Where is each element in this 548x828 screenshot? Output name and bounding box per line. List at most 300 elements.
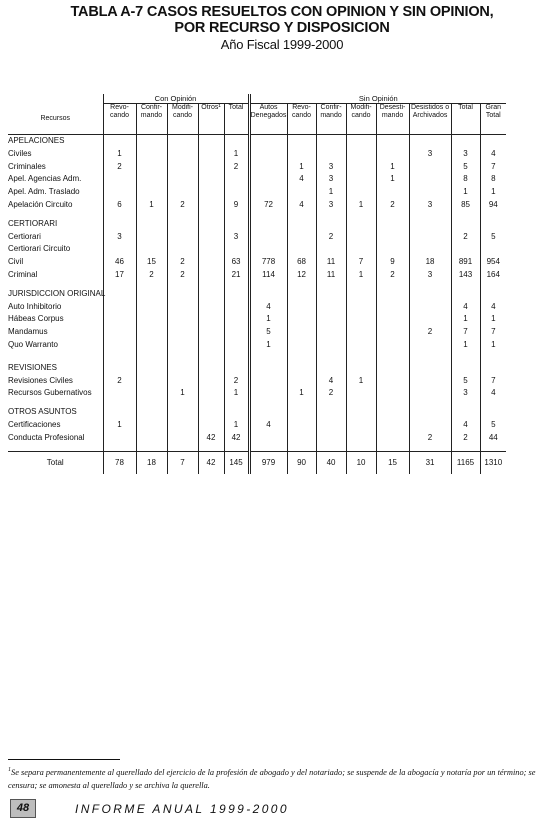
table-cell [346,352,376,362]
table-cell [136,387,167,400]
table-row [8,339,506,352]
table-cell: 2 [103,375,136,388]
table-cell [198,326,224,339]
table-cell [167,375,198,388]
table-cell [287,288,316,301]
table-cell: 42 [198,432,224,445]
table-cell [198,148,224,161]
table-cell [409,173,451,186]
table-cell [316,218,346,231]
section-row [8,218,506,231]
table-cell: 2 [376,269,409,282]
table-cell [103,243,136,256]
table-cell [316,362,346,375]
table-cell: 15 [136,256,167,269]
table-cell: 1 [224,419,249,432]
table-cell [316,288,346,301]
table-row [8,256,506,269]
table-cell [103,339,136,352]
table-cell [103,362,136,375]
table-cell: 40 [316,451,346,474]
table-cell [224,301,249,314]
table-cell [198,199,224,212]
table-cell: 979 [249,451,287,474]
table-cell [316,419,346,432]
table-cell: 1 [346,199,376,212]
table-cell [198,243,224,256]
table-cell [224,243,249,256]
table-cell [376,313,409,326]
table-body [8,135,506,474]
table-cell: 17 [103,269,136,282]
table-cell [167,326,198,339]
footnote-divider [8,759,120,760]
row-label: Certiorari [8,231,41,241]
table-cell: 1 [451,339,480,352]
table-cell [224,406,249,419]
table-cell: 2 [167,256,198,269]
col-header-modificando: Modifi- cando [167,104,198,135]
table-cell [136,243,167,256]
table-cell [198,256,224,269]
table-cell: 10 [346,451,376,474]
column-header-row [8,104,506,135]
table-cell [167,288,198,301]
table-row [8,387,506,400]
table-cell [316,432,346,445]
footnote-text: Se separa permanentemente al querellado del ejercicio de la profesión de abogado y del notariado; se suspende de la abogacía y notaría por un término; se censura; se amonesta al querellado y se archiva la querella. [8,767,536,790]
row-label: Mandamus [8,327,48,337]
table-cell: 2 [376,199,409,212]
row-label: Total [8,451,103,474]
table-cell [249,218,287,231]
col-header-desistidos: Desistidos o Archivados [409,104,451,135]
table-row [8,199,506,212]
table-cell [316,313,346,326]
row-label: Certiorari Circuito [8,244,71,254]
table-cell [409,406,451,419]
table-cell [198,269,224,282]
table-cell [287,218,316,231]
table-cell: 31 [409,451,451,474]
table-cell [376,326,409,339]
table-cell: 3 [451,387,480,400]
table-cell: 3 [103,231,136,244]
table-cell [198,173,224,186]
row-label: APELACIONES [8,136,65,145]
table-cell [316,301,346,314]
table-cell: 4 [287,199,316,212]
table-cell [409,135,451,148]
table-cell: 1 [346,375,376,388]
table-row [8,148,506,161]
table-cell: 9 [224,199,249,212]
row-label: Certificaciones [8,419,61,429]
table-cell: 4 [249,419,287,432]
table-cell [287,362,316,375]
table-cell [346,231,376,244]
table-cell [167,243,198,256]
table-cell: 42 [224,432,249,445]
table-cell: 21 [224,269,249,282]
table-cell [224,326,249,339]
section-row [8,406,506,419]
table-cell: 2 [167,269,198,282]
table-cell: 2 [224,375,249,388]
table-cell [480,362,506,375]
table-cell: 2 [167,199,198,212]
table-cell: 2 [136,269,167,282]
table-cell [136,186,167,199]
table-cell [287,313,316,326]
table-cell: 63 [224,256,249,269]
table-cell: 2 [224,161,249,174]
table-cell: 94 [480,199,506,212]
table-cell: 1 [451,313,480,326]
table-cell [249,406,287,419]
row-label: Conducta Profesional [8,432,85,442]
table-cell: 4 [451,301,480,314]
table-cell [346,362,376,375]
table-cell [376,135,409,148]
table-cell: 44 [480,432,506,445]
page-number: 48 [10,799,36,818]
table-cell [136,375,167,388]
table-cell [198,161,224,174]
table-cell [198,301,224,314]
table-cell: 1 [103,148,136,161]
table-cell [346,173,376,186]
cases-table [8,94,506,474]
table-title-line1: TABLA A-7 CASOS RESUELTOS CON OPINION Y SIN OPINION, [70,4,494,20]
table-cell [249,243,287,256]
table-cell [346,432,376,445]
col-header-modificando-sin: Modifi- cando [346,104,376,135]
table-cell: 4 [480,148,506,161]
table-cell [376,362,409,375]
table-cell: 1 [249,313,287,326]
table-cell [136,313,167,326]
table-cell: 2 [409,432,451,445]
table-cell [376,352,409,362]
table-cell [167,231,198,244]
table-cell: 1 [249,339,287,352]
table-cell: 12 [287,269,316,282]
table-cell [346,387,376,400]
table-cell [409,231,451,244]
table-cell [136,352,167,362]
table-cell [451,406,480,419]
table-cell [346,186,376,199]
table-cell [480,243,506,256]
table-cell: 4 [287,173,316,186]
table-cell: 1 [224,387,249,400]
table-cell [376,387,409,400]
table-cell [346,419,376,432]
total-row [8,451,506,474]
table-cell [103,135,136,148]
table-cell [409,288,451,301]
table-row [8,243,506,256]
table-cell: 1 [376,173,409,186]
table-cell: 164 [480,269,506,282]
table-cell [346,288,376,301]
table-cell: 7 [480,161,506,174]
table-cell [287,326,316,339]
col-header-autos-denegados: Autos Denegados [249,104,287,135]
table-cell: 6 [103,199,136,212]
table-cell: 7 [451,326,480,339]
table-cell [136,218,167,231]
table-cell: 1 [136,199,167,212]
table-cell: 4 [249,301,287,314]
table-cell: 5 [480,419,506,432]
table-cell: 954 [480,256,506,269]
table-cell [287,352,316,362]
table-cell [249,352,287,362]
table-cell: 7 [346,256,376,269]
table-cell [409,186,451,199]
section-row [8,362,506,375]
table-cell [346,313,376,326]
table-cell [287,375,316,388]
table-cell: 78 [103,451,136,474]
table-cell: 1 [480,339,506,352]
table-cell: 145 [224,451,249,474]
table-cell [316,243,346,256]
table-cell [376,218,409,231]
table-cell [103,432,136,445]
table-cell [346,218,376,231]
table-cell [376,243,409,256]
table-cell: 11 [316,256,346,269]
table-cell [136,406,167,419]
table-cell [376,432,409,445]
table-cell: 8 [451,173,480,186]
table-row [8,326,506,339]
table-cell: 18 [136,451,167,474]
table-row [8,301,506,314]
table-cell: 7 [480,375,506,388]
col-header-recursos: Recursos [8,104,103,135]
row-label: OTROS ASUNTOS [8,407,77,417]
col-header-revocando-sin: Revo- cando [287,104,316,135]
table-row [8,173,506,186]
table-cell [376,301,409,314]
table-cell: 42 [198,451,224,474]
table-cell: 7 [167,451,198,474]
table-cell [167,186,198,199]
table-row [8,375,506,388]
footnote [8,764,543,792]
table-cell: 2 [316,387,346,400]
table-cell: 1 [480,186,506,199]
table-cell [136,432,167,445]
table-cell [167,432,198,445]
table-cell [376,148,409,161]
table-cell: 2 [103,161,136,174]
row-label: Criminal [8,269,38,279]
table-cell: 3 [316,161,346,174]
col-header-desestimando: Desesti- mando [376,104,409,135]
table-cell [287,406,316,419]
table-cell [136,301,167,314]
table-cell: 2 [316,231,346,244]
table-cell [224,362,249,375]
table-cell [451,218,480,231]
table-cell [198,218,224,231]
col-header-gran-total: Gran Total [480,104,506,135]
table-cell: 2 [451,231,480,244]
table-cell [167,406,198,419]
table-cell [249,161,287,174]
table-cell [136,288,167,301]
table-cell [376,406,409,419]
table-cell [376,375,409,388]
group-header-row [8,94,506,104]
table-cell: 5 [451,375,480,388]
col-header-total-con: Total [224,104,249,135]
table-cell [376,186,409,199]
group-header-sin-opinion: Sin Opinión [249,94,506,104]
table-cell [136,419,167,432]
table-cell: 3 [224,231,249,244]
table-cell: 1165 [451,451,480,474]
table-cell: 3 [316,173,346,186]
table-cell [316,148,346,161]
table-cell [287,432,316,445]
table-row [8,313,506,326]
table-row [8,161,506,174]
table-cell: 15 [376,451,409,474]
table-cell [249,186,287,199]
table-cell [103,313,136,326]
table-cell [198,339,224,352]
table-cell: 1 [480,313,506,326]
table-cell [480,406,506,419]
table-cell [249,375,287,388]
table-cell [136,326,167,339]
table-cell: 1 [451,186,480,199]
table-cell [480,352,506,362]
row-label: Civiles [8,148,32,158]
table-cell [451,243,480,256]
table-cell [103,352,136,362]
table-cell [224,339,249,352]
table-cell [249,288,287,301]
table-cell [346,326,376,339]
table-cell [346,148,376,161]
table-cell [103,218,136,231]
row-label: JURISDICCION ORIGINAL [8,288,106,298]
table-cell: 4 [316,375,346,388]
table-cell [198,406,224,419]
table-cell [451,352,480,362]
table-cell [249,362,287,375]
table-cell: 5 [480,231,506,244]
table-row [8,269,506,282]
table-cell [287,419,316,432]
row-label: Quo Warranto [8,339,58,349]
table-cell [224,186,249,199]
table-cell [346,161,376,174]
table-cell: 85 [451,199,480,212]
table-cell [287,186,316,199]
table-cell: 891 [451,256,480,269]
table-cell [409,352,451,362]
table-cell [198,375,224,388]
table-cell: 3 [451,148,480,161]
table-cell: 143 [451,269,480,282]
table-cell [167,301,198,314]
table-cell [103,406,136,419]
table-cell [316,352,346,362]
table-cell [198,352,224,362]
table-cell: 1 [376,161,409,174]
table-cell: 1 [316,186,346,199]
row-label [8,352,103,362]
table-cell [249,231,287,244]
table-cell [198,288,224,301]
table-cell [167,161,198,174]
table-cell [409,362,451,375]
table-cell [409,218,451,231]
table-cell [451,362,480,375]
table-cell [249,135,287,148]
table-cell [198,362,224,375]
table-cell [346,243,376,256]
row-label: Apel. Agencias Adm. [8,174,82,184]
section-row [8,288,506,301]
table-cell: 3 [409,269,451,282]
table-cell: 2 [451,432,480,445]
table-cell [409,339,451,352]
table-cell [136,148,167,161]
row-label: Civil [8,257,24,267]
table-cell [198,387,224,400]
table-cell [167,313,198,326]
table-cell [198,231,224,244]
row-label: REVISIONES [8,362,57,372]
table-row [8,419,506,432]
table-cell [103,387,136,400]
table-cell: 1 [287,387,316,400]
table-cell [316,339,346,352]
table-cell [167,148,198,161]
table-cell: 90 [287,451,316,474]
table-row [8,186,506,199]
table-cell [376,339,409,352]
row-label: Recursos Gubernativos [8,388,92,398]
table-cell [480,288,506,301]
row-label: Auto Inhibitorio [8,301,62,311]
table-cell: 4 [480,301,506,314]
table-cell [167,173,198,186]
table-cell [224,352,249,362]
table-cell [167,339,198,352]
row-label: Revisiones Civiles [8,375,73,385]
table-cell [167,419,198,432]
table-subtitle-fiscal-year: Año Fiscal 1999-2000 [220,37,344,52]
table-cell [346,339,376,352]
table-cell: 3 [409,199,451,212]
table-cell [224,313,249,326]
table-cell [451,288,480,301]
table-cell [409,313,451,326]
table-cell: 46 [103,256,136,269]
table-cell [224,218,249,231]
table-cell [198,186,224,199]
